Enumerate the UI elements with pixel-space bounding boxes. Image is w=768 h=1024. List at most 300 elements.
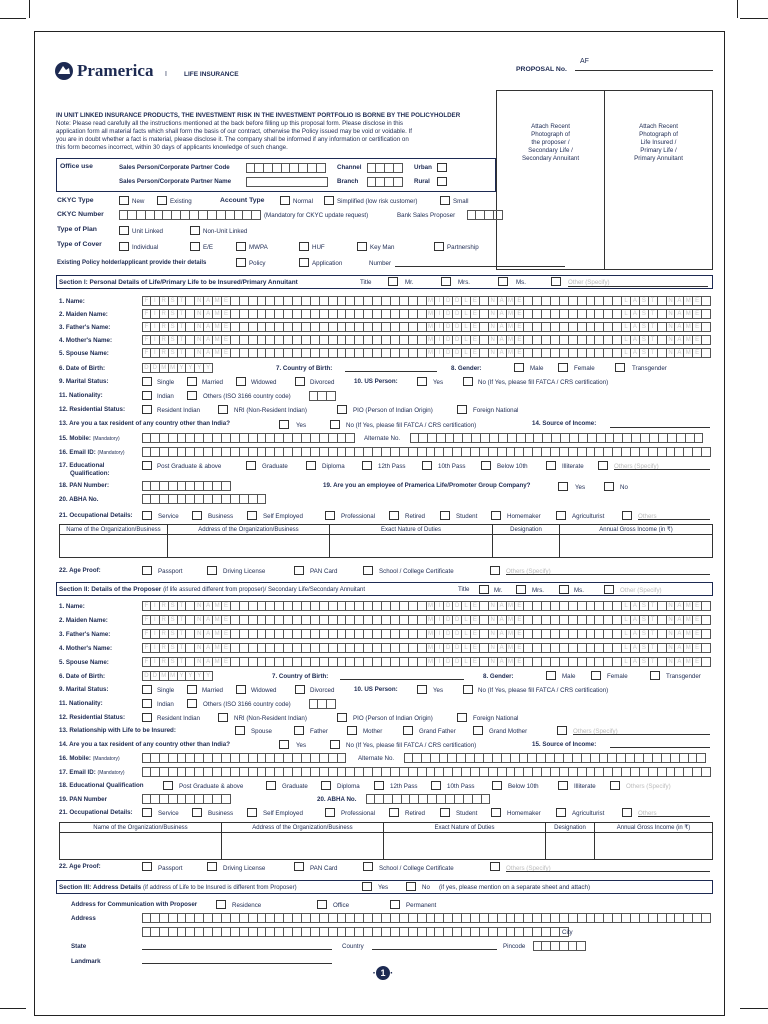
nationality-label: 11. Nationality: bbox=[59, 392, 103, 399]
occ-other-field[interactable] bbox=[638, 519, 710, 520]
addr-yes-label: Yes bbox=[378, 884, 389, 891]
abha-label-2: 20. ABHA No. bbox=[317, 796, 357, 803]
widowed-checkbox[interactable] bbox=[236, 377, 246, 386]
student-checkbox-2[interactable] bbox=[440, 808, 450, 817]
male-label-2: Male bbox=[562, 673, 576, 680]
name-cells[interactable]: F I R S T N A M E M I D D L E N A M E L A S T N A M E bbox=[142, 348, 711, 358]
email-cells-2[interactable] bbox=[142, 767, 711, 777]
bank-proposer-label: Bank Sales Proposer bbox=[397, 212, 456, 219]
retired-label: Retired bbox=[405, 513, 425, 520]
addr-no-checkbox[interactable] bbox=[406, 882, 416, 891]
self-employed-checkbox-2[interactable] bbox=[247, 808, 257, 817]
name-cells[interactable]: F I R S T N A M E M I D D L E N A M E L A S T N A M E bbox=[142, 657, 711, 667]
marital-label-2: 9. Marital Status: bbox=[59, 686, 109, 693]
section-2-title: Section II: Details of the Proposer (if life assured different from proposer)/ Secondary Life/Secondary Annuitant bbox=[59, 586, 366, 593]
us-yes-label: Yes bbox=[433, 379, 444, 386]
nri-checkbox-2[interactable] bbox=[218, 713, 228, 722]
intro-line: Note: Please read carefully all the instructions mentioned at the back before filling up this proposal form. Please disclose in this bbox=[56, 120, 404, 127]
service-label-2: Service bbox=[158, 810, 179, 817]
mother-name-label: 4. Mother's Name: bbox=[59, 337, 113, 344]
occ-other-checkbox-2[interactable] bbox=[622, 808, 632, 817]
ckyc-existing-label: Existing bbox=[170, 198, 192, 205]
school-cert-checkbox-2[interactable] bbox=[363, 862, 373, 871]
country-birth-field[interactable] bbox=[345, 371, 437, 372]
p12-label-2: 12th Pass bbox=[390, 783, 418, 790]
tax-no-checkbox-2[interactable] bbox=[330, 740, 340, 749]
mrs-checkbox-2[interactable] bbox=[516, 585, 526, 594]
service-checkbox[interactable] bbox=[142, 511, 152, 520]
ckyc-number-cells[interactable] bbox=[119, 210, 261, 220]
unit-linked-checkbox[interactable] bbox=[119, 226, 129, 235]
brand-name: Pramerica bbox=[77, 61, 154, 80]
email-label-2: 17. Email ID: (Mandatory) bbox=[59, 769, 125, 776]
indian-checkbox-2[interactable] bbox=[142, 699, 152, 708]
edu-other-label: Others (Specify) bbox=[614, 463, 659, 470]
sp-code-cells[interactable] bbox=[246, 163, 326, 173]
nri-label-2: NRI (Non-Resident Indian) bbox=[234, 715, 307, 722]
education-label: 17. Educational bbox=[59, 462, 105, 469]
alt-number-cells-2[interactable] bbox=[404, 753, 706, 763]
crop-mark bbox=[29, 0, 30, 18]
us-person-label: 10. US Person: bbox=[354, 378, 398, 385]
occ-other-field-2[interactable] bbox=[638, 816, 710, 817]
proof-other-checkbox-2[interactable] bbox=[490, 862, 500, 871]
residential-label-2: 12. Residential Status: bbox=[59, 714, 126, 721]
illiterate-label: Illiterate bbox=[562, 463, 584, 470]
normal-checkbox[interactable] bbox=[280, 196, 290, 205]
indian-label-2: Indian bbox=[157, 701, 174, 708]
mrs-checkbox[interactable] bbox=[441, 277, 451, 286]
dl-checkbox[interactable] bbox=[207, 566, 217, 575]
pg-checkbox-2[interactable] bbox=[163, 781, 173, 790]
business-checkbox[interactable] bbox=[192, 511, 202, 520]
edu-other-field[interactable] bbox=[614, 469, 710, 470]
self-employed-checkbox[interactable] bbox=[247, 511, 257, 520]
passport-checkbox[interactable] bbox=[142, 566, 152, 575]
p12-label: 12th Pass bbox=[378, 463, 406, 470]
employee-label: 19. Are you an employee of Pramerica Life/Promoter Group Company? bbox=[323, 482, 531, 489]
nri-checkbox[interactable] bbox=[218, 405, 228, 414]
diploma-checkbox[interactable] bbox=[306, 461, 316, 470]
father-name-label: 3. Father's Name: bbox=[59, 324, 111, 331]
pincode-cells[interactable] bbox=[533, 941, 586, 951]
permanent-checkbox[interactable] bbox=[390, 900, 400, 909]
name-cells[interactable]: F I R S T N A M E M I D D L E N A M E L A S T N A M E bbox=[142, 296, 711, 306]
graduate-checkbox[interactable] bbox=[246, 461, 256, 470]
title-label-2: Title bbox=[458, 586, 470, 593]
resident-checkbox-2[interactable] bbox=[142, 713, 152, 722]
proof-other-checkbox[interactable] bbox=[490, 566, 500, 575]
pio-label-2: PIO (Person of Indian Origin) bbox=[353, 715, 433, 722]
male-checkbox-2[interactable] bbox=[546, 671, 556, 680]
ckyc-existing-checkbox[interactable] bbox=[157, 196, 167, 205]
city-label: City bbox=[562, 929, 573, 936]
foreign-checkbox-2[interactable] bbox=[457, 713, 467, 722]
crop-mark bbox=[0, 18, 26, 19]
edu-other-checkbox-2[interactable] bbox=[610, 781, 620, 790]
residence-label: Residence bbox=[232, 902, 262, 909]
plan-type-label: Type of Plan bbox=[57, 226, 97, 233]
homemaker-label: Homemaker bbox=[507, 513, 541, 520]
foreign-checkbox[interactable] bbox=[457, 405, 467, 414]
name-cells[interactable]: F I R S T N A M E M I D D L E N A M E L A S T N A M E bbox=[142, 615, 711, 625]
retired-label-2: Retired bbox=[405, 810, 425, 817]
existing-number-label: Number bbox=[369, 260, 392, 267]
student-checkbox[interactable] bbox=[440, 511, 450, 520]
resident-label: Resident Indian bbox=[157, 407, 200, 414]
maiden-name-label-2: 2. Maiden Name: bbox=[59, 617, 108, 624]
maiden-name-label: 2. Maiden Name: bbox=[59, 311, 108, 318]
single-label-2: Single bbox=[157, 687, 175, 694]
name-label-2: 1. Name: bbox=[59, 603, 85, 610]
addr-yes-checkbox[interactable] bbox=[362, 882, 372, 891]
p10-label-2: 10th Pass bbox=[447, 783, 475, 790]
income-source-field[interactable] bbox=[610, 427, 710, 428]
indian-checkbox[interactable] bbox=[142, 391, 152, 400]
residential-label: 12. Residential Status: bbox=[59, 406, 126, 413]
divorced-label-2: Divorced bbox=[310, 687, 335, 694]
addr-note: (if yes, please mention on a separate sheet and attach) bbox=[439, 884, 590, 891]
pan-label-2: 19. PAN Number bbox=[59, 796, 108, 803]
occupation-table: Name of the Organization/Business Address of the Organization/Business Exact Nature of Duties Designation Annual Gross Income (in ₹) bbox=[59, 524, 713, 558]
income-source-label-2: 15. Source of Income: bbox=[532, 741, 597, 748]
email-label: 16. Email ID: (Mandatory) bbox=[59, 449, 125, 456]
married-checkbox-2[interactable] bbox=[187, 685, 197, 694]
name-cells[interactable]: F I R S T N A M E M I D D L E N A M E L A S T N A M E bbox=[142, 322, 711, 332]
sp-name-label: Sales Person/Corporate Partner Name bbox=[119, 178, 232, 185]
us-no-checkbox-2[interactable] bbox=[463, 685, 473, 694]
iso-cells[interactable] bbox=[309, 391, 336, 401]
agriculturist-checkbox[interactable] bbox=[556, 511, 566, 520]
mobile-cells-2[interactable] bbox=[142, 753, 346, 763]
diploma-checkbox-2[interactable] bbox=[321, 781, 331, 790]
below10-checkbox-2[interactable] bbox=[492, 781, 502, 790]
widowed-checkbox-2[interactable] bbox=[236, 685, 246, 694]
name-cells[interactable]: F I R S T N A M E M I D D L E N A M E L A S T N A M E bbox=[142, 601, 711, 611]
simplified-checkbox[interactable] bbox=[324, 196, 334, 205]
below10-checkbox[interactable] bbox=[481, 461, 491, 470]
us-yes-checkbox-2[interactable] bbox=[417, 685, 427, 694]
mr-checkbox-2[interactable] bbox=[479, 585, 489, 594]
address-line-2-cells[interactable] bbox=[142, 927, 569, 937]
retired-checkbox-2[interactable] bbox=[389, 808, 399, 817]
passport-label-2: Passport bbox=[158, 865, 183, 872]
female-checkbox-2[interactable] bbox=[591, 671, 601, 680]
age-proof-label-2: 22. Age Proof: bbox=[59, 863, 101, 870]
occ-other-label-2: Others bbox=[638, 810, 657, 817]
dob-label-2: 6. Date of Birth: bbox=[59, 673, 106, 680]
occupation-label: 21. Occupational Details: bbox=[59, 512, 133, 519]
occ-other-label: Others bbox=[638, 513, 657, 520]
name-cells[interactable]: F I R S T N A M E M I D D L E N A M E L A S T N A M E bbox=[142, 629, 711, 639]
tax-no-checkbox[interactable] bbox=[330, 420, 340, 429]
other-title-label: Other (Specify) bbox=[568, 279, 610, 286]
pan-card-checkbox-2[interactable] bbox=[294, 862, 304, 871]
p12-checkbox[interactable] bbox=[362, 461, 372, 470]
female-checkbox[interactable] bbox=[558, 363, 568, 372]
cover-type-label: Type of Cover bbox=[57, 241, 102, 248]
ms-checkbox-2[interactable] bbox=[559, 585, 569, 594]
email-cells[interactable] bbox=[142, 447, 711, 457]
pan-cells-2[interactable] bbox=[142, 794, 231, 804]
mr-checkbox[interactable] bbox=[388, 277, 398, 286]
father-checkbox[interactable] bbox=[294, 726, 304, 735]
photo-box-life-insured[interactable]: Attach Recent Photograph of Life Insured / Primary Life / Primary Annuitant bbox=[604, 90, 713, 270]
urban-label: Urban bbox=[414, 164, 432, 171]
illiterate-checkbox-2[interactable] bbox=[558, 781, 568, 790]
individual-checkbox[interactable] bbox=[119, 242, 129, 251]
others-nationality-label-2: Others (ISO 3166 country code) bbox=[203, 701, 291, 708]
pan-card-checkbox[interactable] bbox=[294, 566, 304, 575]
divorced-label: Divorced bbox=[310, 379, 335, 386]
transgender-label-2: Transgender bbox=[666, 673, 701, 680]
p10-checkbox[interactable] bbox=[422, 461, 432, 470]
school-cert-label-2: School / College Certificate bbox=[379, 865, 454, 872]
illiterate-checkbox[interactable] bbox=[546, 461, 556, 470]
pg-checkbox[interactable] bbox=[142, 461, 152, 470]
spouse-checkbox[interactable] bbox=[235, 726, 245, 735]
professional-checkbox-2[interactable] bbox=[325, 808, 335, 817]
dl-checkbox-2[interactable] bbox=[207, 862, 217, 871]
abha-cells-2[interactable] bbox=[366, 794, 490, 804]
product-label: LIFE INSURANCE bbox=[184, 71, 239, 78]
proposal-prefix: AF bbox=[580, 58, 589, 65]
mr-label-2: Mr. bbox=[494, 587, 503, 594]
tax-yes-label: Yes bbox=[296, 422, 307, 429]
individual-label: Individual bbox=[132, 244, 159, 251]
us-person-label-2: 10. US Person: bbox=[354, 686, 398, 693]
pg-label: Post Graduate & above bbox=[157, 463, 222, 470]
widowed-label: Widowed bbox=[251, 379, 277, 386]
proof-other-field[interactable] bbox=[506, 574, 710, 575]
pio-label: PIO (Person of Indian Origin) bbox=[353, 407, 433, 414]
father-name-label-2: 3. Father's Name: bbox=[59, 631, 111, 638]
homemaker-checkbox-2[interactable] bbox=[491, 808, 501, 817]
normal-label: Normal bbox=[293, 198, 313, 205]
divorced-checkbox[interactable] bbox=[295, 377, 305, 386]
alt-number-label: Alternate No. bbox=[364, 435, 401, 442]
office-checkbox[interactable] bbox=[317, 900, 327, 909]
mobile-cells[interactable] bbox=[142, 433, 355, 443]
pio-checkbox[interactable] bbox=[337, 405, 347, 414]
p10-checkbox-2[interactable] bbox=[431, 781, 441, 790]
graduate-checkbox-2[interactable] bbox=[266, 781, 276, 790]
education-label-2: Qualification: bbox=[70, 470, 110, 477]
business-checkbox-2[interactable] bbox=[192, 808, 202, 817]
mobile-label: 15. Mobile: (Mandatory) bbox=[59, 435, 120, 442]
mwpa-checkbox[interactable] bbox=[236, 242, 246, 251]
alt-number-label-2: Alternate No. bbox=[358, 755, 395, 762]
state-field[interactable] bbox=[142, 949, 332, 950]
name-cells[interactable]: F I R S T N A M E M I D D L E N A M E L A S T N A M E bbox=[142, 335, 711, 345]
tax-no-label: No (If Yes, please fill FATCA / CRS certification) bbox=[346, 422, 477, 429]
ckyc-new-label: New bbox=[132, 198, 145, 205]
retired-checkbox[interactable] bbox=[389, 511, 399, 520]
small-checkbox[interactable] bbox=[440, 196, 450, 205]
non-unit-checkbox[interactable] bbox=[190, 226, 200, 235]
grandfather-checkbox[interactable] bbox=[403, 726, 413, 735]
country-label: Country bbox=[342, 943, 364, 950]
female-label: Female bbox=[574, 365, 595, 372]
male-checkbox[interactable] bbox=[514, 363, 524, 372]
grandmother-label: Grand Mother bbox=[489, 728, 528, 735]
rural-checkbox[interactable] bbox=[437, 177, 447, 186]
passport-label: Passport bbox=[158, 568, 183, 575]
keyman-label: Key Man bbox=[370, 244, 395, 251]
proposal-number-field[interactable] bbox=[575, 70, 713, 71]
other-title-label-2: Other (Specify) bbox=[620, 587, 662, 594]
huf-label: HUF bbox=[312, 244, 325, 251]
branch-cells[interactable] bbox=[367, 177, 403, 187]
married-label-2: Married bbox=[202, 687, 223, 694]
page-number: · 1 · bbox=[372, 968, 394, 979]
occupation-table-2: Name of the Organization/Business Address of the Organization/Business Exact Nature of Duties Designation Annual Gross Income (in ₹) bbox=[59, 822, 713, 860]
employee-no-checkbox[interactable] bbox=[604, 482, 614, 491]
dob-cells[interactable]: D D M M Y Y Y Y bbox=[142, 363, 213, 373]
diploma-label: Diploma bbox=[322, 463, 345, 470]
self-employed-label-2: Self Employed bbox=[263, 810, 303, 817]
pan-card-label: PAN Card bbox=[310, 568, 338, 575]
sp-name-field[interactable] bbox=[246, 177, 328, 187]
gender-label: 8. Gender: bbox=[451, 365, 482, 372]
partnership-label: Partnership bbox=[447, 244, 479, 251]
employee-no-label: No bbox=[620, 484, 628, 491]
education-label-2b: 18. Educational Qualification bbox=[59, 782, 144, 789]
crop-mark bbox=[740, 1008, 768, 1009]
service-label: Service bbox=[158, 513, 179, 520]
mobile-label-2: 16. Mobile: (Mandatory) bbox=[59, 755, 120, 762]
urban-checkbox[interactable] bbox=[437, 163, 447, 172]
single-checkbox-2[interactable] bbox=[142, 685, 152, 694]
existing-number-field[interactable] bbox=[395, 266, 565, 267]
mr-label: Mr. bbox=[405, 279, 414, 286]
resident-checkbox[interactable] bbox=[142, 405, 152, 414]
section-1-title: Section I: Personal Details of Life/Primary Life to be Insured/Primary Annuitant bbox=[59, 279, 298, 286]
address-line-1-cells[interactable] bbox=[142, 913, 711, 923]
others-nationality-checkbox-2[interactable] bbox=[187, 699, 197, 708]
other-title-checkbox[interactable] bbox=[551, 277, 561, 286]
single-checkbox[interactable] bbox=[142, 377, 152, 386]
permanent-label: Permanent bbox=[406, 902, 437, 909]
huf-checkbox[interactable] bbox=[299, 242, 309, 251]
bank-proposer-cells[interactable] bbox=[467, 210, 503, 220]
ckyc-new-checkbox[interactable] bbox=[119, 196, 129, 205]
occ-other-checkbox[interactable] bbox=[622, 511, 632, 520]
abha-cells[interactable] bbox=[142, 494, 266, 504]
below10-label-2: Below 10th bbox=[508, 783, 539, 790]
service-checkbox-2[interactable] bbox=[142, 808, 152, 817]
pan-cells[interactable] bbox=[142, 481, 231, 491]
addr-no-label: No bbox=[422, 884, 430, 891]
partnership-checkbox[interactable] bbox=[434, 242, 444, 251]
gender-label-2: 8. Gender: bbox=[483, 673, 514, 680]
other-title-checkbox-2[interactable] bbox=[604, 585, 614, 594]
office-label: Office bbox=[333, 902, 350, 909]
section-3-title: Section III: Address Details (if address of Life to be Insured is different from Proposer) bbox=[59, 884, 297, 891]
homemaker-label-2: Homemaker bbox=[507, 810, 541, 817]
iso-cells-2[interactable] bbox=[309, 699, 336, 709]
passport-checkbox-2[interactable] bbox=[142, 862, 152, 871]
address-label: Address bbox=[71, 915, 96, 922]
country-birth-field-2[interactable] bbox=[340, 679, 464, 680]
branch-label: Branch bbox=[337, 178, 359, 185]
state-label: State bbox=[71, 943, 87, 950]
divorced-checkbox-2[interactable] bbox=[295, 685, 305, 694]
ckyc-number-label: CKYC Number bbox=[57, 211, 104, 218]
office-use-title: Office use bbox=[60, 163, 93, 170]
agriculturist-checkbox-2[interactable] bbox=[556, 808, 566, 817]
others-nationality-label: Others (ISO 3166 country code) bbox=[203, 393, 291, 400]
ms-label: Ms. bbox=[516, 279, 526, 286]
keyman-checkbox[interactable] bbox=[357, 242, 367, 251]
ee-checkbox[interactable] bbox=[190, 242, 200, 251]
dob-cells-2[interactable]: D D M M Y Y Y Y bbox=[142, 671, 213, 681]
school-cert-checkbox[interactable] bbox=[363, 566, 373, 575]
nationality-label-2: 11. Nationality: bbox=[59, 700, 103, 707]
professional-checkbox[interactable] bbox=[325, 511, 335, 520]
other-title-field[interactable] bbox=[568, 286, 708, 287]
female-label-2: Female bbox=[607, 673, 628, 680]
name-cells[interactable]: F I R S T N A M E M I D D L E N A M E L A S T N A M E bbox=[142, 643, 711, 653]
edu-other-checkbox[interactable] bbox=[598, 461, 608, 470]
rel-other-field[interactable] bbox=[573, 734, 710, 735]
application-checkbox[interactable] bbox=[299, 258, 309, 267]
alt-number-cells[interactable] bbox=[410, 433, 703, 443]
tax-yes-checkbox[interactable] bbox=[279, 420, 289, 429]
self-employed-label: Self Employed bbox=[263, 513, 303, 520]
us-no-checkbox[interactable] bbox=[463, 377, 473, 386]
p12-checkbox-2[interactable] bbox=[374, 781, 384, 790]
landmark-field[interactable] bbox=[142, 963, 332, 964]
ms-checkbox[interactable] bbox=[498, 277, 508, 286]
mother-checkbox[interactable] bbox=[347, 726, 357, 735]
others-nationality-checkbox[interactable] bbox=[187, 391, 197, 400]
crop-mark bbox=[0, 1008, 26, 1009]
us-yes-checkbox[interactable] bbox=[417, 377, 427, 386]
transgender-checkbox-2[interactable] bbox=[650, 671, 660, 680]
employee-yes-checkbox[interactable] bbox=[558, 482, 568, 491]
income-source-field-2[interactable] bbox=[610, 747, 710, 748]
header-divider: I bbox=[165, 71, 167, 78]
proof-other-field-2[interactable] bbox=[506, 871, 710, 872]
channel-cells[interactable] bbox=[367, 163, 403, 173]
illiterate-label-2: Illiterate bbox=[574, 783, 596, 790]
name-cells[interactable]: F I R S T N A M E M I D D L E N A M E L A S T N A M E bbox=[142, 309, 711, 319]
tax-yes-checkbox-2[interactable] bbox=[279, 740, 289, 749]
transgender-checkbox[interactable] bbox=[615, 363, 625, 372]
business-label-2: Business bbox=[208, 810, 234, 817]
photo-box-proposer[interactable]: Attach Recent Photograph of the proposer / Secondary Life / Secondary Annuitant bbox=[496, 90, 605, 270]
ms-label-2: Ms. bbox=[574, 587, 584, 594]
professional-label: Professional bbox=[341, 513, 376, 520]
country-field[interactable] bbox=[372, 949, 497, 950]
dob-label: 6. Date of Birth: bbox=[59, 365, 106, 372]
residence-checkbox[interactable] bbox=[216, 900, 226, 909]
intro-line: you are in doubt whether a fact is material, please disclose it. The company shall be informed if any information or certification on bbox=[56, 136, 409, 143]
intro-heading: IN UNIT LINKED INSURANCE PRODUCTS, THE INVESTMENT RISK IN THE INVESTMENT PORTFOLIO IS BORNE BY THE POLICYHOLDER bbox=[56, 112, 461, 119]
married-checkbox[interactable] bbox=[187, 377, 197, 386]
agriculturist-label-2: Agriculturist bbox=[572, 810, 605, 817]
policy-checkbox[interactable] bbox=[236, 258, 246, 267]
homemaker-checkbox[interactable] bbox=[491, 511, 501, 520]
spouse-label: Spouse bbox=[251, 728, 272, 735]
rel-other-checkbox[interactable] bbox=[557, 726, 567, 735]
pio-checkbox-2[interactable] bbox=[337, 713, 347, 722]
grandmother-checkbox[interactable] bbox=[473, 726, 483, 735]
graduate-label-2: Graduate bbox=[282, 783, 308, 790]
crop-mark bbox=[740, 18, 768, 19]
tax-resident-label-2: 14. Are you a tax resident of any country other than India? bbox=[59, 741, 230, 748]
